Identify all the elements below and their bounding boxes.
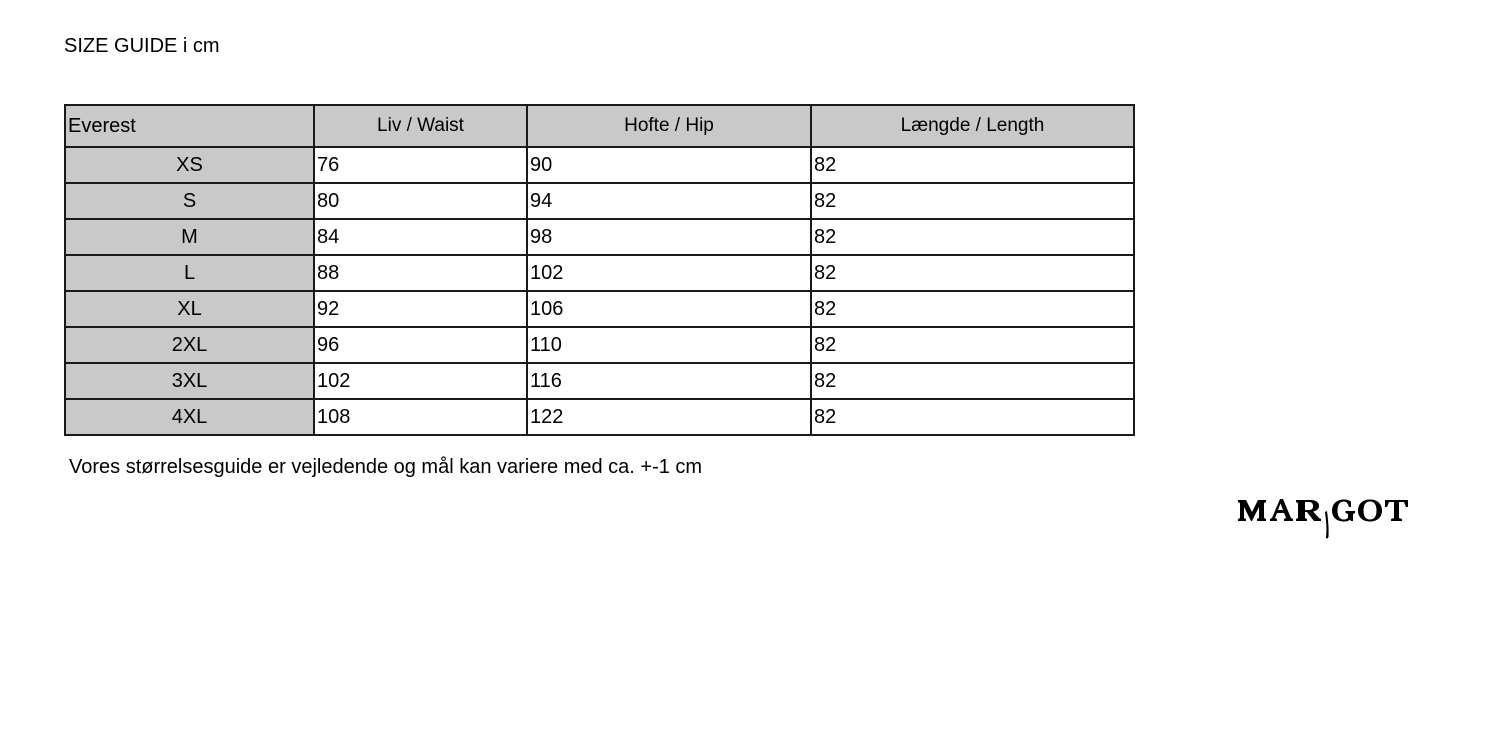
table-row (65, 327, 1134, 363)
length-cell: 82 (811, 255, 1134, 291)
size-disclaimer-note: Vores størrelsesguide er vejledende og mål kan variere med ca. +-1 cm (69, 456, 703, 478)
size-cell: L (65, 255, 314, 291)
length-cell: 82 (811, 399, 1134, 435)
hip-column-header: Hofte / Hip (527, 105, 811, 147)
table-row (65, 219, 1134, 255)
waist-cell: 88 (314, 255, 527, 291)
hip-cell: 116 (527, 363, 811, 399)
table-row (65, 399, 1134, 435)
table-row (65, 255, 1134, 291)
table-row (65, 363, 1134, 399)
length-cell: 82 (811, 183, 1134, 219)
size-cell: 3XL (65, 363, 314, 399)
waist-cell: 108 (314, 399, 527, 435)
length-cell: 82 (811, 219, 1134, 255)
waist-column-header: Liv / Waist (314, 105, 527, 147)
hip-cell: 90 (527, 147, 811, 183)
waist-cell: 92 (314, 291, 527, 327)
table-row (65, 183, 1134, 219)
size-cell: 4XL (65, 399, 314, 435)
page-title: SIZE GUIDE i cm (64, 35, 220, 57)
size-cell: S (65, 183, 314, 219)
length-cell: 82 (811, 327, 1134, 363)
hip-cell: 98 (527, 219, 811, 255)
hip-cell: 110 (527, 327, 811, 363)
length-cell: 82 (811, 291, 1134, 327)
size-cell: XL (65, 291, 314, 327)
hip-cell: 94 (527, 183, 811, 219)
table-row (65, 147, 1134, 183)
hip-cell: 102 (527, 255, 811, 291)
hip-cell: 106 (527, 291, 811, 327)
waist-cell: 76 (314, 147, 527, 183)
margot-logo (1236, 490, 1436, 542)
size-cell: M (65, 219, 314, 255)
length-cell: 82 (811, 363, 1134, 399)
waist-cell: 102 (314, 363, 527, 399)
waist-cell: 84 (314, 219, 527, 255)
length-column-header: Længde / Length (811, 105, 1134, 147)
size-cell: 2XL (65, 327, 314, 363)
table-row (65, 291, 1134, 327)
waist-cell: 80 (314, 183, 527, 219)
size-cell: XS (65, 147, 314, 183)
hip-cell: 122 (527, 399, 811, 435)
table-header-row (65, 105, 1134, 147)
product-name-header: Everest (65, 105, 314, 147)
length-cell: 82 (811, 147, 1134, 183)
waist-cell: 96 (314, 327, 527, 363)
size-guide-table (64, 104, 1135, 436)
